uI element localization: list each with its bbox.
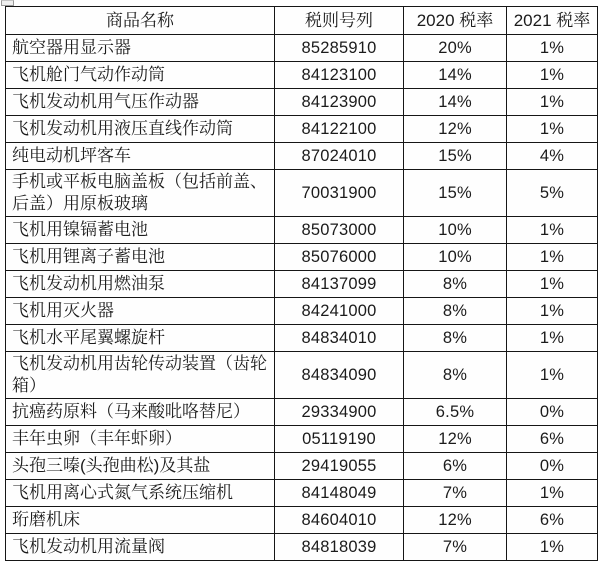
table-row [6,298,598,325]
cell-product-name: 飞机用锂离子蓄电池 [6,244,275,271]
cell-rate-2021: 6% [507,507,598,534]
cell-product-name: 丰年虫卵（丰年虾卵） [6,426,275,453]
cell-rate-2021: 0% [507,453,598,480]
cell-product-name: 飞机发动机用流量阀 [6,534,275,561]
column-header-rate-2021: 2021 税率 [507,7,598,35]
cell-rate-2021: 1% [507,116,598,143]
cell-tariff-code: 85073000 [275,217,404,244]
table-row [6,116,598,143]
cell-rate-2021: 1% [507,62,598,89]
cell-tariff-code: 85285910 [275,35,404,62]
column-header-product-name: 商品名称 [6,7,275,35]
cell-rate-2021: 1% [507,35,598,62]
cell-rate-2021: 1% [507,271,598,298]
table-row [6,62,598,89]
cell-rate-2021: 1% [507,352,598,399]
cell-rate-2020: 6% [404,453,507,480]
cell-rate-2021: 6% [507,426,598,453]
cell-tariff-code: 29419055 [275,453,404,480]
table-row [6,143,598,170]
cell-product-name: 手机或平板电脑盖板（包括前盖、后盖）用原板玻璃 [6,170,275,217]
cell-rate-2021: 0% [507,399,598,426]
cell-product-name: 航空器用显示器 [6,35,275,62]
cell-rate-2021: 1% [507,298,598,325]
cell-rate-2020: 12% [404,507,507,534]
cell-product-name: 飞机用镍镉蓄电池 [6,217,275,244]
table-row [6,507,598,534]
cell-rate-2020: 15% [404,143,507,170]
cell-rate-2020: 8% [404,298,507,325]
cell-rate-2021: 1% [507,89,598,116]
cell-rate-2020: 12% [404,116,507,143]
cell-product-name: 珩磨机床 [6,507,275,534]
cell-product-name: 飞机舱门气动作动筒 [6,62,275,89]
header-row [6,7,598,35]
table-row [6,453,598,480]
cell-rate-2021: 1% [507,480,598,507]
cell-product-name: 飞机发动机用齿轮传动装置（齿轮箱） [6,352,275,399]
cell-rate-2020: 6.5% [404,399,507,426]
cell-tariff-code: 84604010 [275,507,404,534]
table-row [6,352,598,399]
cell-rate-2020: 14% [404,62,507,89]
cell-rate-2021: 1% [507,534,598,561]
cell-tariff-code: 84834010 [275,325,404,352]
table-body [6,35,598,561]
cell-rate-2021: 1% [507,217,598,244]
cell-rate-2020: 7% [404,480,507,507]
cell-tariff-code: 84123900 [275,89,404,116]
cell-product-name: 抗癌药原料（马来酸吡咯替尼） [6,399,275,426]
cell-tariff-code: 84148049 [275,480,404,507]
cell-rate-2020: 14% [404,89,507,116]
table-row [6,534,598,561]
table-row [6,244,598,271]
table-row [6,217,598,244]
cell-tariff-code: 85076000 [275,244,404,271]
table-row [6,170,598,217]
tariff-rate-table [5,6,598,561]
cell-product-name: 飞机发动机用燃油泵 [6,271,275,298]
cell-rate-2020: 10% [404,244,507,271]
cell-product-name: 飞机用灭火器 [6,298,275,325]
cell-tariff-code: 87024010 [275,143,404,170]
cell-rate-2020: 8% [404,325,507,352]
table-row [6,325,598,352]
cell-product-name: 飞机水平尾翼螺旋杆 [6,325,275,352]
table-row [6,480,598,507]
cell-product-name: 纯电动机坪客车 [6,143,275,170]
cell-tariff-code: 84137099 [275,271,404,298]
cell-tariff-code: 84241000 [275,298,404,325]
cell-rate-2020: 8% [404,352,507,399]
cell-rate-2021: 1% [507,244,598,271]
table-row [6,399,598,426]
table-row [6,89,598,116]
cell-product-name: 飞机发动机用气压作动器 [6,89,275,116]
cell-tariff-code: 29334900 [275,399,404,426]
cell-rate-2020: 8% [404,271,507,298]
cell-rate-2021: 4% [507,143,598,170]
cell-rate-2020: 20% [404,35,507,62]
cell-tariff-code: 70031900 [275,170,404,217]
cell-rate-2021: 5% [507,170,598,217]
cell-rate-2020: 10% [404,217,507,244]
cell-rate-2021: 1% [507,325,598,352]
column-header-tariff-code: 税则号列 [275,7,404,35]
table-row [6,35,598,62]
cell-tariff-code: 84122100 [275,116,404,143]
cell-product-name: 飞机发动机用液压直线作动筒 [6,116,275,143]
table-row [6,271,598,298]
column-header-rate-2020: 2020 税率 [404,7,507,35]
cell-product-name: 头孢三嗪(头孢曲松)及其盐 [6,453,275,480]
cell-tariff-code: 84818039 [275,534,404,561]
cell-rate-2020: 7% [404,534,507,561]
cell-product-name: 飞机用离心式氮气系统压缩机 [6,480,275,507]
cell-tariff-code: 84123100 [275,62,404,89]
cell-tariff-code: 05119190 [275,426,404,453]
table-row [6,426,598,453]
cell-rate-2020: 15% [404,170,507,217]
cell-tariff-code: 84834090 [275,352,404,399]
cell-rate-2020: 12% [404,426,507,453]
